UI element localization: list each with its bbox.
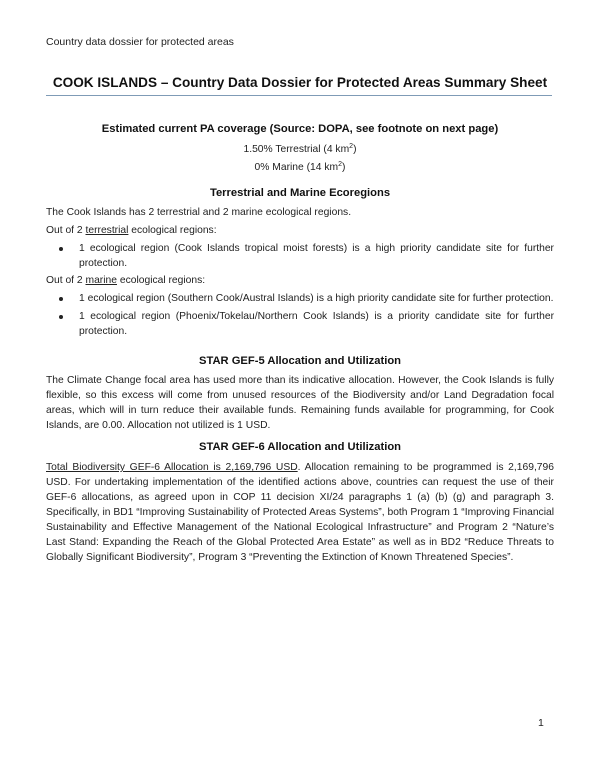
marine-lead-underlined: marine xyxy=(85,275,117,286)
bullet-icon xyxy=(59,297,63,301)
terrestrial-lead xyxy=(46,223,554,238)
gef6-heading: STAR GEF-6 Allocation and Utilization xyxy=(199,441,401,453)
gef5-heading: STAR GEF-5 Allocation and Utilization xyxy=(199,355,401,367)
bullet-icon xyxy=(59,247,63,251)
list-item-text: 1 ecological region (Phoenix/Tokelau/Northern Cook Islands) is a priority candidate site for further protection. xyxy=(79,311,554,337)
document-title: COOK ISLANDS – Country Data Dossier for Protected Areas Summary Sheet xyxy=(52,75,548,90)
list-item xyxy=(46,291,554,306)
page-number: 1 xyxy=(538,717,544,729)
ecoregions-heading: Terrestrial and Marine Ecoregions xyxy=(209,187,391,199)
marine-lead xyxy=(46,273,554,288)
title-divider xyxy=(46,95,552,96)
marine-lead-suffix: ecological regions: xyxy=(116,275,206,286)
list-item-text: 1 ecological region (Cook Islands tropical moist forests) is a high priority candidate site for further protection. xyxy=(79,243,554,269)
coverage-marine-text: 0% Marine (14 km xyxy=(254,162,339,173)
list-item xyxy=(46,309,554,339)
terrestrial-lead-prefix: Out of 2 xyxy=(46,225,86,236)
terrestrial-lead-suffix: ecological regions: xyxy=(128,225,217,236)
gef6-body xyxy=(46,460,554,565)
marine-lead-prefix: Out of 2 xyxy=(46,275,86,286)
terrestrial-list xyxy=(46,241,554,271)
coverage-heading: Estimated current PA coverage (Source: DOPA, see footnote on next page) xyxy=(101,123,499,135)
ecoregions-intro: The Cook Islands has 2 terrestrial and 2 marine ecological regions. xyxy=(46,207,352,218)
coverage-terrestrial-text: 1.50% Terrestrial (4 km xyxy=(243,144,350,155)
list-item xyxy=(46,241,554,271)
superscript: 2 xyxy=(349,143,354,150)
coverage-marine-close: ) xyxy=(342,162,346,173)
running-header: Country data dossier for protected areas xyxy=(46,36,234,48)
terrestrial-lead-underlined: terrestrial xyxy=(85,225,129,236)
coverage-terrestrial-close: ) xyxy=(353,144,357,155)
superscript: 2 xyxy=(338,161,342,168)
gef5-body: The Climate Change focal area has used more than its indicative allocation. However, the Cook Islands is fully flexible, so this excess will come from unused resources of the Biodiversity and/or Land Degradation focal areas, which will in turn reduce their available funds. Remaining funds available for programming, for Cook Islands, are 0.00. Allocation not utilized is 1 USD. xyxy=(46,375,554,431)
coverage-terrestrial xyxy=(44,144,556,155)
bullet-icon xyxy=(59,315,63,319)
marine-list xyxy=(46,291,554,339)
list-item-text: 1 ecological region (Southern Cook/Austral Islands) is a high priority candidate site for further protection. xyxy=(79,293,554,304)
gef6-body-text: . Allocation remaining to be programmed is 2,169,796 USD. For undertaking implementation of the identified actions above, countries can request the use of their GEF-6 allocations, as agreed upon in COP 11 decision XI/24 paragraphs 1 (a) (b) (g) and paragraph 3. Specifically, in BD1 “Improving Sustainability of Protected Areas Systems”, both Program 1 “Improving Financial Sustainability and Effective Management of the National Ecological Infrastructure” and Program 2 “Nature’s Last Stand: Expanding the Reach of the Global Protected Area Estate” as well as in BD2 “Reduce Threats to Globally Significant Biodiversity”, Program 3 “Preventing the Extinction of Known Threatened Species”. xyxy=(46,462,555,563)
coverage-marine xyxy=(44,162,556,173)
gef6-total-allocation: Total Biodiversity GEF-6 Allocation is 2,169,796 USD xyxy=(46,462,298,473)
